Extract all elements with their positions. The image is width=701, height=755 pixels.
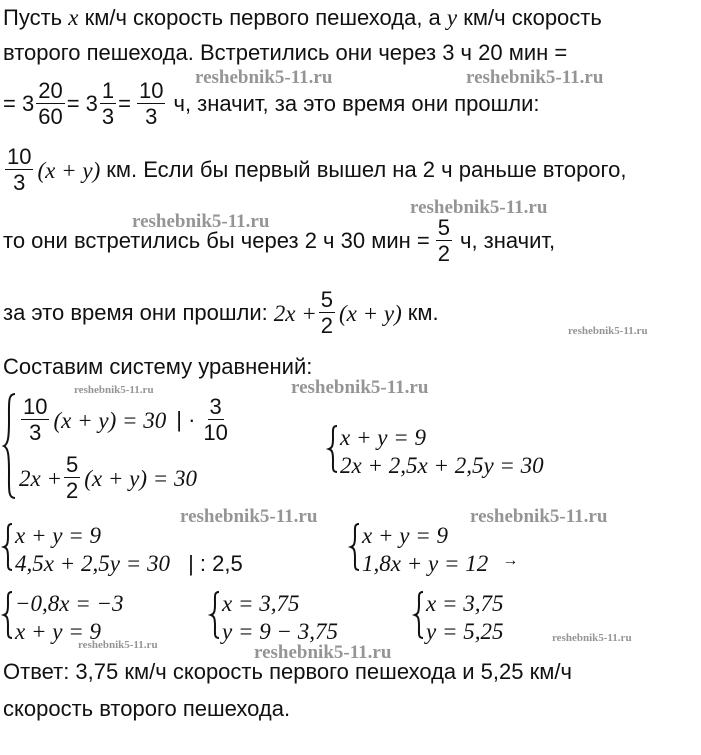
fraction: $\frac{1}{3}$ [101,78,115,129]
equation-system-2 [328,424,608,484]
text-line-2: второго пешехода. Встретились они через 3 ч 20 мин = [3,40,568,65]
watermark: reshebnik5-11.ru [132,211,270,232]
operator: | : 2,5 [188,551,243,576]
equation: 1,8x + y = 12 [362,551,489,576]
text-line-4 [3,146,626,194]
fraction: $\frac{20}{60}$ [38,78,63,129]
text-line-6 [3,289,439,337]
equation: x + y = 9 [15,619,101,644]
text: то они встретились бы через 2 ч 30 мин = [3,228,430,253]
unit: км/ч [463,5,506,30]
equation: y = 9 − 3,75 [222,619,338,644]
watermark: reshebnik5-11.ru [291,377,429,398]
watermark: reshebnik5-11.ru [470,506,608,527]
brace-icon [414,590,424,640]
watermark: reshebnik5-11.ru [78,639,158,651]
fraction: $\frac{10}{3}$ [7,144,32,195]
watermark: reshebnik5-11.ru [180,506,318,527]
answer-line-1 [3,661,572,683]
brace-icon [3,590,13,640]
var-y: y [446,5,458,30]
watermark: reshebnik5-11.ru [254,642,392,663]
expression: (x + y) [338,300,402,326]
text: скорость первого пешехода, а [133,5,441,30]
watermark: reshebnik5-11.ru [568,325,648,337]
expression: (x + y) = 30 [84,465,198,491]
operator: | · [176,407,196,432]
unit: км/ч [124,659,167,684]
text: Пусть [3,5,63,30]
system-row [362,552,518,575]
equation: x + y = 9 [362,523,448,548]
text: ч, значит, за это время они прошли: [173,91,540,116]
equation: x + y = 9 [340,425,426,450]
equation-system-6 [210,590,400,650]
system-row [15,552,243,575]
text-line-7: Составим систему уравнений: [3,354,313,379]
expression: 2x + [19,465,62,491]
text: = 3 [66,91,98,116]
fraction: $\frac{3}{10}$ [203,394,228,445]
text: = [118,91,131,116]
answer-line-2: скорость второго пешехода. [3,696,291,721]
text: за это время они прошли: [3,300,268,325]
text: ч, значит, [459,228,556,253]
expression: 2x + [273,300,317,326]
unit: км/ч [84,5,127,30]
watermark: reshebnik5-11.ru [552,632,632,644]
watermark: reshebnik5-11.ru [195,67,333,88]
equation: x + y = 9 [15,523,101,548]
watermark: reshebnik5-11.ru [410,197,548,218]
system-row [19,396,232,444]
equation-system-4 [350,522,570,582]
equation: 2x + 2,5x + 2,5y = 30 [340,453,544,478]
text: км. [407,300,439,325]
text-line-5 [3,217,555,265]
text-line-1 [3,6,602,29]
system-row [19,454,197,502]
text: = 3 [3,91,35,116]
equation-system-1 [3,392,293,502]
equation-system-3 [3,522,323,582]
expression: (x + y) = 30 [53,407,167,433]
fraction: $\frac{10}{3}$ [139,78,164,129]
brace-icon [328,424,338,474]
var-x: x [68,5,79,30]
watermark: reshebnik5-11.ru [74,384,154,396]
text: км. Если бы первый вышел на 2 ч раньше второго, [106,157,627,182]
brace-icon [210,590,220,640]
equation: x = 3,75 [222,591,300,616]
expression: (x + y) [37,157,101,183]
watermark: reshebnik5-11.ru [466,67,604,88]
equation: y = 5,25 [426,619,504,644]
unit: км/ч [529,659,572,684]
brace-icon [3,522,13,572]
text: Ответ: 3,75 [3,659,119,684]
equation: x = 3,75 [426,591,504,616]
brace-icon [3,392,17,500]
fraction: $\frac{5}{2}$ [320,287,333,338]
fraction: $\frac{10}{3}$ [23,394,48,445]
equation: −0,8x = −3 [15,591,124,616]
text: скорость первого пешехода и 5,25 [172,659,524,684]
brace-icon [350,522,360,572]
equation-system-7 [414,590,574,650]
text: скорость [511,5,602,30]
fraction: $\frac{5}{2}$ [65,452,79,503]
fraction: $\frac{5}{2}$ [437,215,450,266]
arrow-icon: → [502,552,519,569]
equation: 4,5x + 2,5y = 30 [15,551,170,576]
